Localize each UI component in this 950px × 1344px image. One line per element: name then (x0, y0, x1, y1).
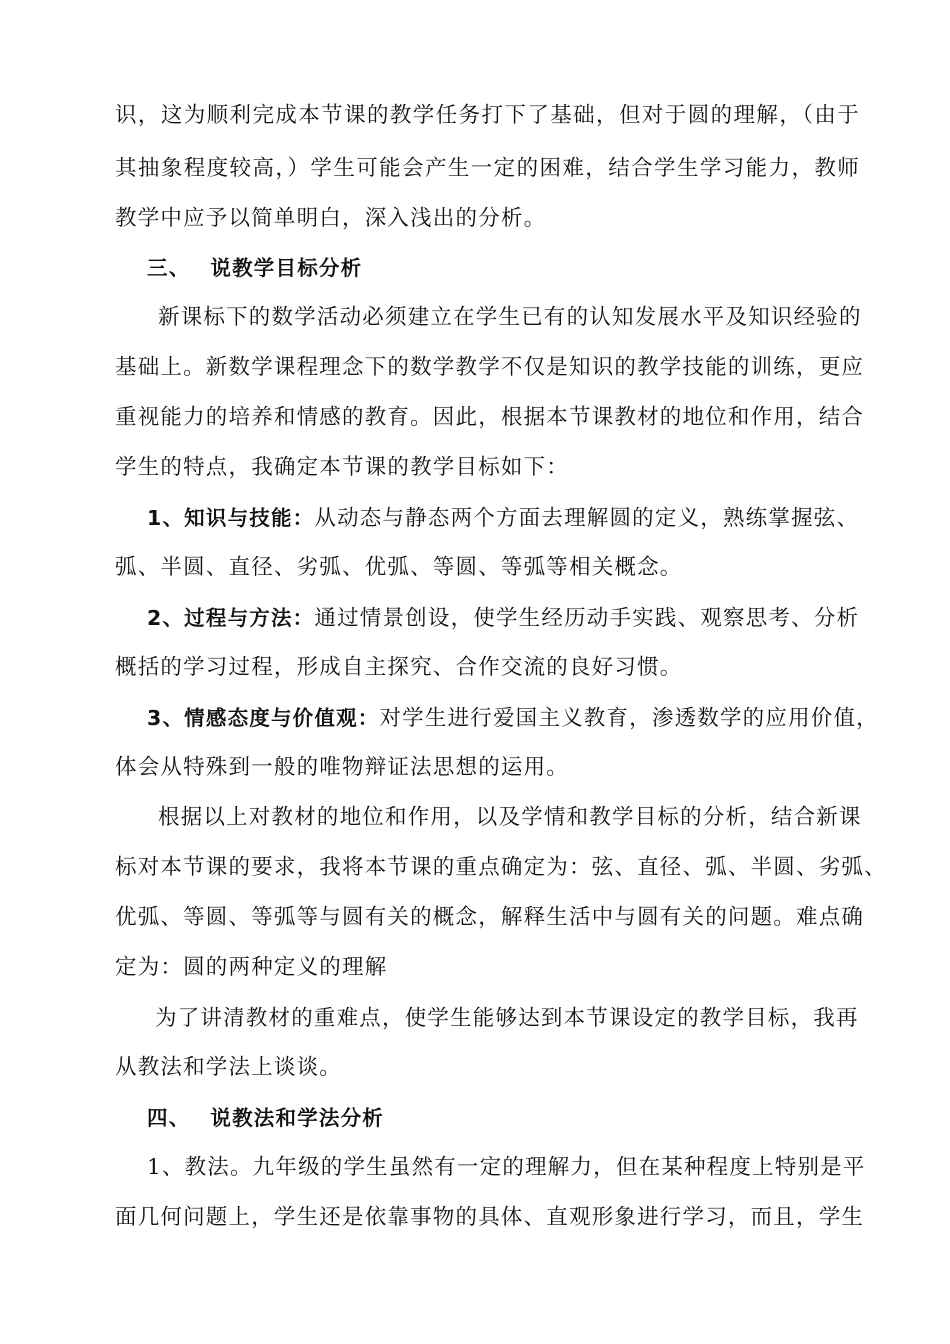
paragraph-line: 从教法和学法上谈谈。 (115, 1055, 343, 1080)
goal-label: 3、情感态度与价值观： (147, 706, 380, 730)
paragraph-line: 教学中应予以简单明白，深入浅出的分析。 (115, 206, 547, 231)
goal-label: 2、过程与方法： (147, 606, 315, 630)
paragraph-line: 标对本节课的要求，我将本节课的重点确定为：弦、直径、弧、半圆、劣弧、 (115, 855, 887, 880)
paragraph-line: 其抽象程度较高，）学生可能会产生一定的困难，结合学生学习能力，教师 (115, 156, 860, 181)
heading-number: 三、 (147, 256, 191, 280)
paragraph-line: 面几何问题上，学生还是依靠事物的具体、直观形象进行学习，而且，学生 (115, 1205, 865, 1230)
goal-item-3 (147, 703, 907, 733)
goal-text: 通过情景创设，使学生经历动手实践、观察思考、分析 (314, 606, 860, 631)
goal-item-1 (147, 503, 907, 533)
heading-number: 四、 (147, 1106, 191, 1130)
paragraph-line: 重视能力的培养和情感的教育。因此，根据本节课教材的地位和作用，结合 (115, 405, 865, 430)
paragraph-line: 根据以上对教材的地位和作用，以及学情和教学目标的分析，结合新课 (158, 805, 862, 830)
paragraph-line: 为了讲清教材的重难点，使学生能够达到本节课设定的教学目标，我再 (155, 1006, 859, 1031)
paragraph-line: 识，这为顺利完成本节课的教学任务打下了基础，但对于圆的理解，（由于 (115, 103, 860, 128)
heading-title: 说教法和学法分析 (210, 1106, 385, 1130)
goal-label: 1、知识与技能： (147, 506, 315, 530)
heading-title: 说教学目标分析 (210, 256, 363, 280)
paragraph-line: 新课标下的数学活动必须建立在学生已有的认知发展水平及知识经验的 (158, 305, 862, 330)
paragraph-line: 优弧、等圆、等弧等与圆有关的概念，解释生活中与圆有关的问题。难点确 (115, 905, 865, 930)
goal-item-2 (147, 603, 907, 633)
paragraph-line: 概括的学习过程，形成自主探究、合作交流的良好习惯。 (115, 655, 683, 680)
paragraph-line: 1、教法。九年级的学生虽然有一定的理解力，但在某种程度上特别是平 (147, 1155, 866, 1180)
paragraph-line: 弧、半圆、直径、劣弧、优弧、等圆、等弧等相关概念。 (115, 555, 683, 580)
goal-text: 从动态与静态两个方面去理解圆的定义，熟练掌握弦、 (314, 506, 860, 531)
paragraph-line: 定为：圆的两种定义的理解 (115, 955, 388, 980)
paragraph-line: 体会从特殊到一般的唯物辩证法思想的运用。 (115, 755, 570, 780)
paragraph-line: 学生的特点，我确定本节课的教学目标如下： (115, 455, 570, 480)
paragraph-line: 基础上。新数学课程理念下的数学教学不仅是知识的教学技能的训练，更应 (115, 355, 865, 380)
section-heading-3 (147, 253, 907, 283)
goal-text: 对学生进行爱国主义教育，渗透数学的应用价值， (379, 706, 879, 731)
section-heading-4 (147, 1103, 907, 1133)
